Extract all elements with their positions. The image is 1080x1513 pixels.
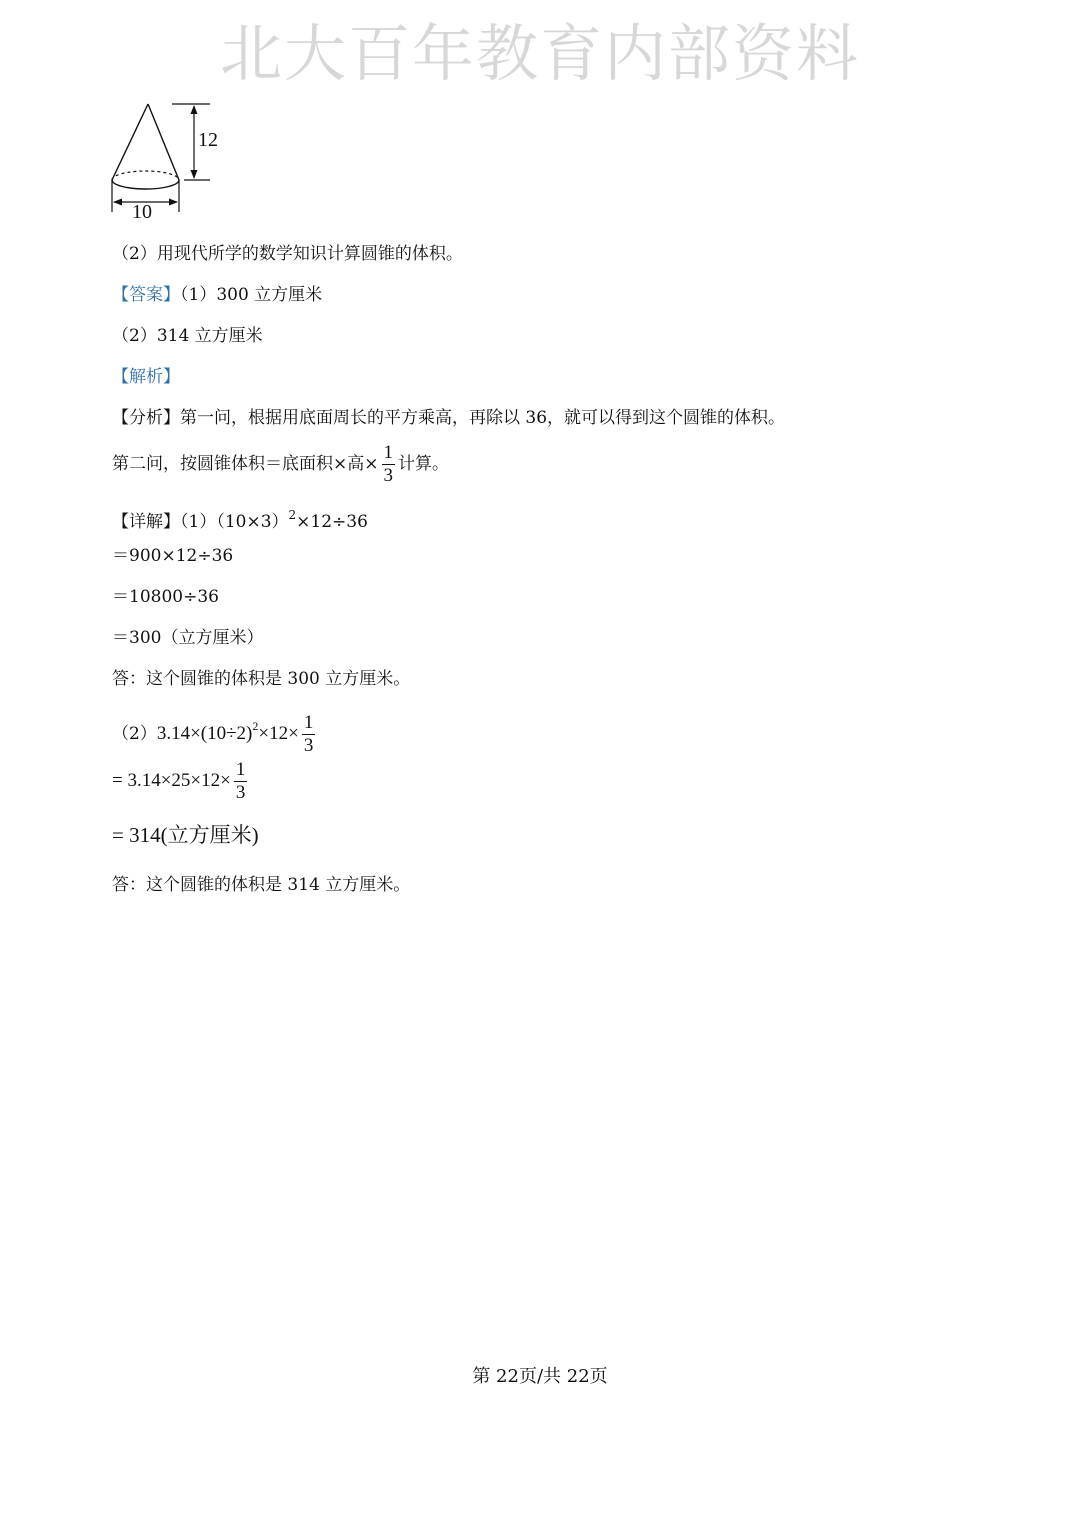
analysis-text: 第一问，根据用底面周长的平方乘高，再除以 36，就可以得到这个圆锥的体积。: [180, 408, 786, 428]
detail-p2-expr: [156, 719, 299, 744]
detail-line1-b: ×12÷36: [296, 512, 368, 532]
question-2: （2）用现代所学的数学知识计算圆锥的体积。: [112, 244, 463, 264]
detail-line1-a: （1）（10×3）: [180, 512, 289, 532]
answer-part-1: （1）300 立方厘米: [180, 285, 323, 305]
detail-label: 【详解】: [112, 512, 180, 532]
detail-part-2: [112, 702, 318, 758]
detail-step-1: ＝900×12÷36: [112, 546, 234, 566]
detail-step-3: ＝300（立方厘米）: [112, 628, 264, 648]
analysis-line2-before: 第二问，按圆锥体积＝底面积×高×: [112, 454, 379, 474]
analysis-line2-after: 计算。: [398, 454, 449, 474]
detail-line-1: [112, 502, 368, 535]
analysis-line-1: [112, 405, 785, 431]
analysis-header: 【解析】: [112, 367, 180, 387]
fraction-denominator: 3: [383, 465, 393, 486]
detail-p2-expr-sup: 2: [252, 719, 259, 733]
fraction-numerator: 1: [235, 759, 246, 780]
answer-label: 【答案】: [112, 285, 180, 305]
detail-p2-prefix: （2）: [112, 724, 157, 744]
answer-line-1: [112, 282, 322, 308]
fraction-numerator: 1: [383, 442, 393, 463]
fraction-denominator: 3: [303, 735, 314, 756]
detail-p2-expr-b: ×12×: [258, 723, 299, 744]
page-footer: 第 22页/共 22页: [472, 1366, 608, 1387]
detail-p2-step-2: = 314(立方厘米): [112, 823, 259, 847]
fraction-one-third: [382, 442, 396, 487]
fraction-denominator: 3: [235, 782, 246, 803]
detail-answer-2: 答：这个圆锥的体积是 314 立方厘米。: [112, 875, 411, 895]
analysis-label: 【分析】: [112, 408, 180, 428]
diameter-label: 10: [132, 201, 152, 223]
fraction-numerator: 1: [303, 712, 314, 733]
cone-figure: [102, 96, 232, 228]
detail-step-2: ＝10800÷36: [112, 587, 219, 607]
analysis-line-2: [112, 440, 449, 488]
detail-line1-sup: 2: [288, 508, 297, 522]
watermark: 北大百年教育内部资料: [219, 17, 860, 90]
height-label: 12: [198, 129, 218, 151]
cone-diagram: [102, 96, 232, 228]
fraction-one-third: [234, 759, 248, 804]
detail-p2-step-1: [112, 757, 250, 805]
detail-answer-1: 答：这个圆锥的体积是 300 立方厘米。: [112, 669, 411, 689]
answer-part-2: （2）314 立方厘米: [112, 326, 263, 346]
detail-p2-step1-expr: = 3.14×25×12×: [112, 770, 231, 791]
detail-p2-expr-a: 3.14×(10÷2): [156, 723, 253, 744]
fraction-one-third: [302, 712, 316, 757]
